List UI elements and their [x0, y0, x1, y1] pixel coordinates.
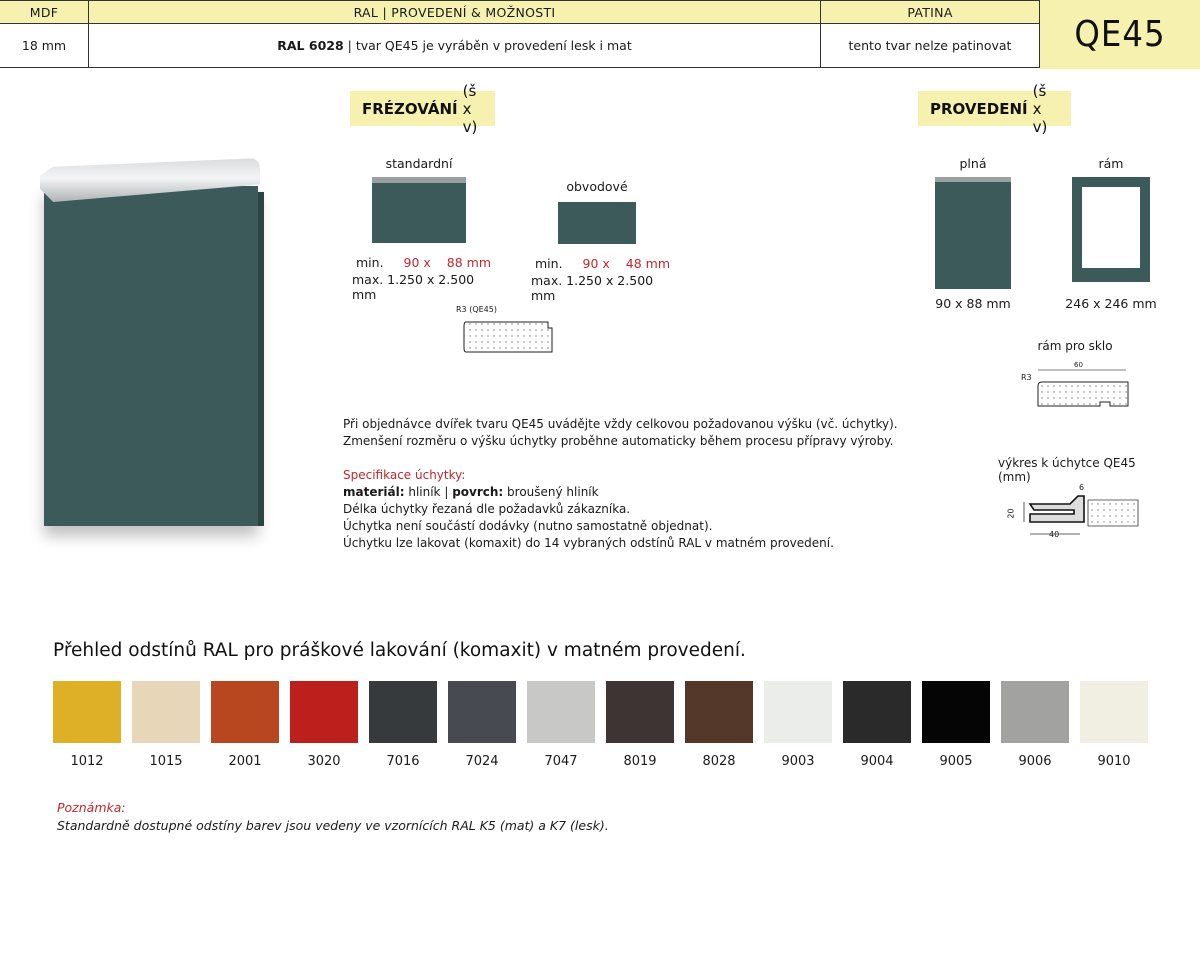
ral-swatch-8019 [606, 681, 674, 743]
surface-label: povrch: [452, 485, 504, 499]
ral-swatch-label: 7024 [465, 754, 499, 769]
ral-swatch-label: 9005 [939, 754, 973, 769]
handle-profile-drawing [1018, 490, 1156, 546]
milling-tab-unit: (š x v) [462, 81, 478, 136]
ral-swatch-7024 [448, 681, 516, 743]
ral-swatch-label: 8019 [623, 754, 657, 769]
info-line-6: Úchytku lze lakovat (komaxit) do 14 vybraných odstínů RAL v matném provedení. [343, 536, 834, 550]
standard-min-height: 88 mm [446, 255, 492, 270]
perimeter-sample [558, 202, 636, 244]
info-line-5: Úchytka není součástí dodávky (nutno samostatně objednat). [343, 519, 713, 533]
glass-frame-label: rám pro sklo [1037, 339, 1113, 353]
material-value: hliník | [404, 485, 453, 499]
perimeter-label: obvodové [566, 179, 628, 194]
header-table [0, 0, 1040, 68]
ral-swatch-label: 1012 [70, 754, 104, 769]
ral-swatch-7016 [369, 681, 437, 743]
ral-swatch-9010 [1080, 681, 1148, 743]
header-mdf-value: 18 mm [0, 24, 89, 68]
handle-dim-20: 20 [1006, 508, 1016, 519]
frame-label: rám [1098, 156, 1124, 171]
header-ral-title: RAL | PROVEDENÍ & MOŽNOSTI [89, 1, 821, 24]
note-text: Standardně dostupné odstíny barev jsou vedeny ve vzornících RAL K5 (mat) a K7 (lesk). [57, 818, 609, 833]
note-title: Poznámka: [57, 800, 126, 815]
info-line-4: Délka úchytky řezaná dle požadavků zákazníka. [343, 502, 631, 516]
ral-swatch-label: 9006 [1018, 754, 1052, 769]
standard-label: standardní [385, 156, 453, 171]
design-tab-unit: (š x v) [1032, 81, 1048, 136]
ral-swatch-9004 [843, 681, 911, 743]
milling-profile-drawing [462, 316, 556, 356]
header-ral-value [89, 24, 821, 68]
perimeter-min [535, 256, 675, 271]
perimeter-min-label: min. [535, 256, 563, 271]
ral-swatch-1015 [132, 681, 200, 743]
ral-overview-title: Přehled odstínů RAL pro práškové lakování (komaxit) v matném provedení. [53, 640, 746, 661]
ral-swatch-3020 [290, 681, 358, 743]
ral-description: | tvar QE45 je vyráběn v provedení lesk i mat [343, 38, 632, 54]
milling-tab-title: FRÉZOVÁNÍ [362, 99, 458, 118]
door-panel [44, 186, 258, 526]
spec-title: Specifikace úchytky: [343, 468, 466, 482]
material-label: materiál: [343, 485, 405, 499]
header-patina-value: tento tvar nelze patinovat [821, 24, 1040, 68]
handle-dim-6: 6 [1079, 483, 1085, 492]
perimeter-max: max. 1.250 x 2.500 mm [531, 273, 654, 303]
ral-swatch-label: 9010 [1097, 754, 1131, 769]
surface-value: broušený hliník [503, 485, 599, 499]
frame-opening [1082, 187, 1140, 268]
solid-sample [935, 177, 1011, 289]
handle-dim-40: 40 [1049, 530, 1060, 539]
info-block [343, 416, 903, 552]
frame-sample [1072, 177, 1150, 282]
info-line-2: Zmenšení rozměru o výšku úchytky proběhne automaticky během procesu přípravy výroby. [343, 434, 894, 448]
standard-sample [372, 177, 466, 243]
spec-material [343, 484, 903, 501]
design-tab [918, 81, 1071, 136]
ral-swatch-9003 [764, 681, 832, 743]
ral-swatch-7047 [527, 681, 595, 743]
ral-swatch-label: 7047 [544, 754, 578, 769]
ral-swatch-label: 9003 [781, 754, 815, 769]
ral-swatch-9006 [1001, 681, 1069, 743]
header-patina-title: PATINA [821, 1, 1040, 24]
standard-min-width: 90 x [403, 255, 431, 270]
perimeter-min-height: 48 mm [625, 256, 671, 271]
frame-size: 246 x 246 mm [1065, 296, 1157, 311]
door-edge [258, 192, 264, 526]
ral-swatch-label: 2001 [228, 754, 262, 769]
ral-swatch-label: 1015 [149, 754, 183, 769]
profile-label: R3 (QE45) [456, 305, 497, 314]
solid-label: plná [959, 156, 987, 171]
info-line-1: Při objednávce dvířek tvaru QE45 uvádějte vždy celkovou požadovanou výšku (vč. úchytky). [343, 417, 898, 431]
ral-swatch-label: 8028 [702, 754, 736, 769]
standard-min-label: min. [356, 255, 384, 270]
ral-swatch-1012 [53, 681, 121, 743]
product-code: QE45 [1040, 0, 1200, 69]
standard-min [356, 255, 496, 270]
perimeter-min-width: 90 x [582, 256, 610, 271]
header-mdf-title: MDF [0, 1, 89, 24]
ral-swatch-label: 3020 [307, 754, 341, 769]
milling-tab [350, 81, 495, 136]
ral-swatch-9005 [922, 681, 990, 743]
ral-swatch-8028 [685, 681, 753, 743]
ral-code: RAL 6028 [277, 38, 344, 54]
ral-swatch-label: 9004 [860, 754, 894, 769]
ral-swatch-label: 7016 [386, 754, 420, 769]
design-tab-title: PROVEDENÍ [930, 99, 1028, 118]
standard-max: max. 1.250 x 2.500 mm [352, 272, 475, 302]
glass-frame-dim: 60 [1074, 361, 1083, 369]
solid-size: 90 x 88 mm [935, 296, 1011, 311]
glass-frame-profile-drawing [1034, 366, 1134, 412]
handle-drawing-label: výkres k úchytce QE45 (mm) [998, 456, 1136, 484]
ral-swatch-2001 [211, 681, 279, 743]
glass-frame-r3: R3 [1021, 373, 1032, 382]
